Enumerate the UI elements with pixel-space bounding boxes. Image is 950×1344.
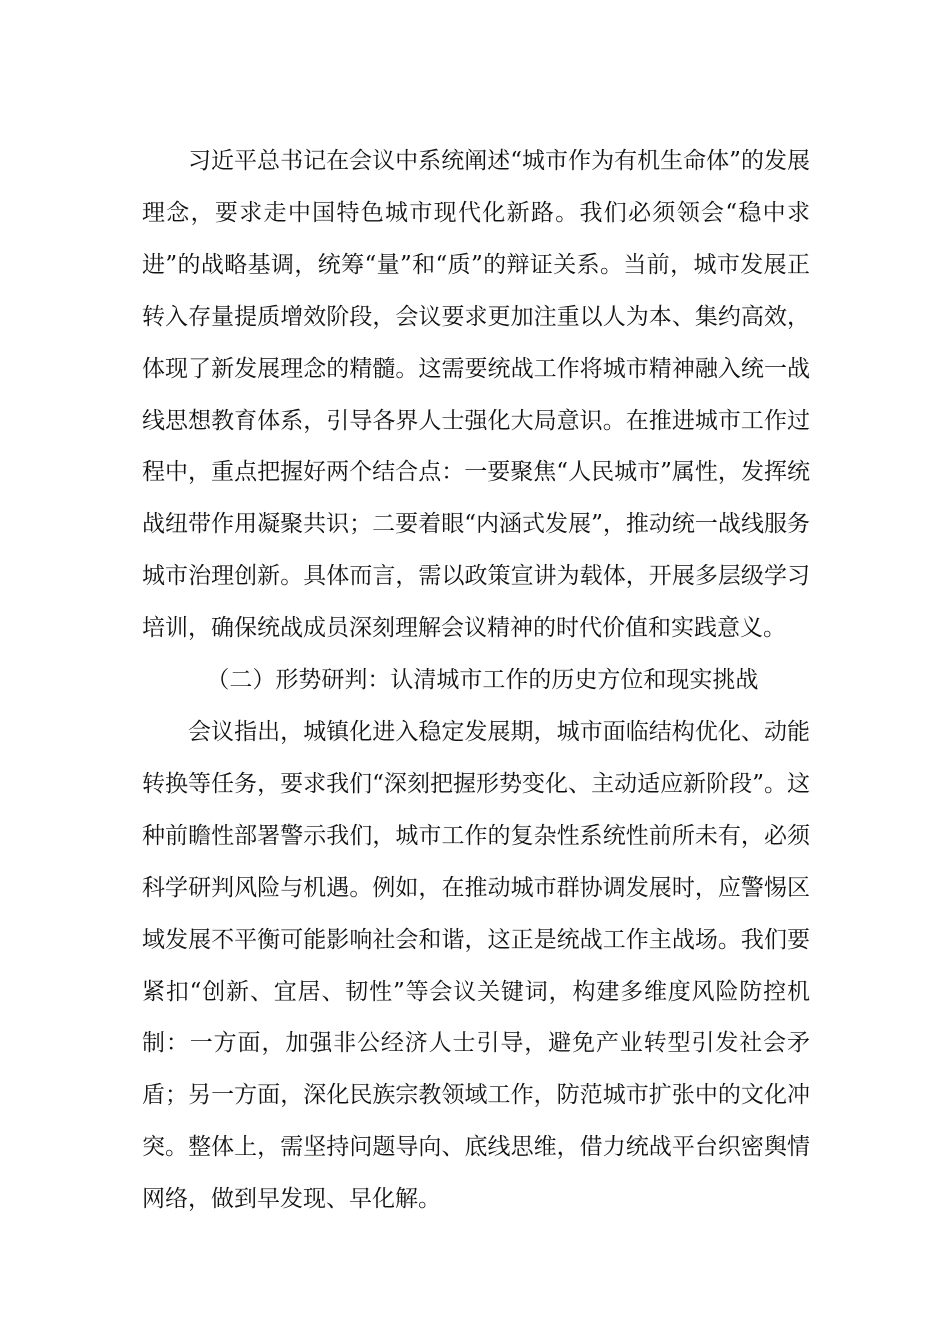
body-paragraph: 会议指出，城镇化进入稳定发展期，城市面临结构优化、动能转换等任务，要求我们“深刻把握形势变化、主动适应新阶段”。这种前瞻性部署警示我们，城市工作的复杂性系统性前所未有，必须科学研判风险与机遇。例如，在推动城市群协调发展时，应警惕区域发展不平衡可能影响社会和谐，这正是统战工作主战场。我们要紧扣“创新、宜居、韧性”等会议关键词，构建多维度风险防控机制：一方面，加强非公经济人士引导，避免产业转型引发社会矛盾；另一方面，深化民族宗教领域工作，防范城市扩张中的文化冲突。整体上，需坚持问题导向、底线思维，借力统战平台织密舆情网络，做到早发现、早化解。 [142, 718, 810, 1213]
document-body [142, 136, 810, 1226]
body-paragraph: 习近平总书记在会议中系统阐述“城市作为有机生命体”的发展理念，要求走中国特色城市现代化新路。我们必须领会“稳中求进”的战略基调，统筹“量”和“质”的辩证关系。当前，城市发展正转入存量提质增效阶段，会议要求更加注重以人为本、集约高效，体现了新发展理念的精髓。这需要统战工作将城市精神融入统一战线思想教育体系，引导各界人士强化大局意识。在推进城市工作过程中，重点把握好两个结合点：一要聚焦“人民城市”属性，发挥统战纽带作用凝聚共识；二要着眼“内涵式发展”，推动统一战线服务城市治理创新。具体而言，需以政策宣讲为载体，开展多层级学习培训，确保统战成员深刻理解会议精神的时代价值和实践意义。 [142, 148, 810, 642]
section-heading: （二）形势研判：认清城市工作的历史方位和现实挑战 [206, 667, 759, 694]
